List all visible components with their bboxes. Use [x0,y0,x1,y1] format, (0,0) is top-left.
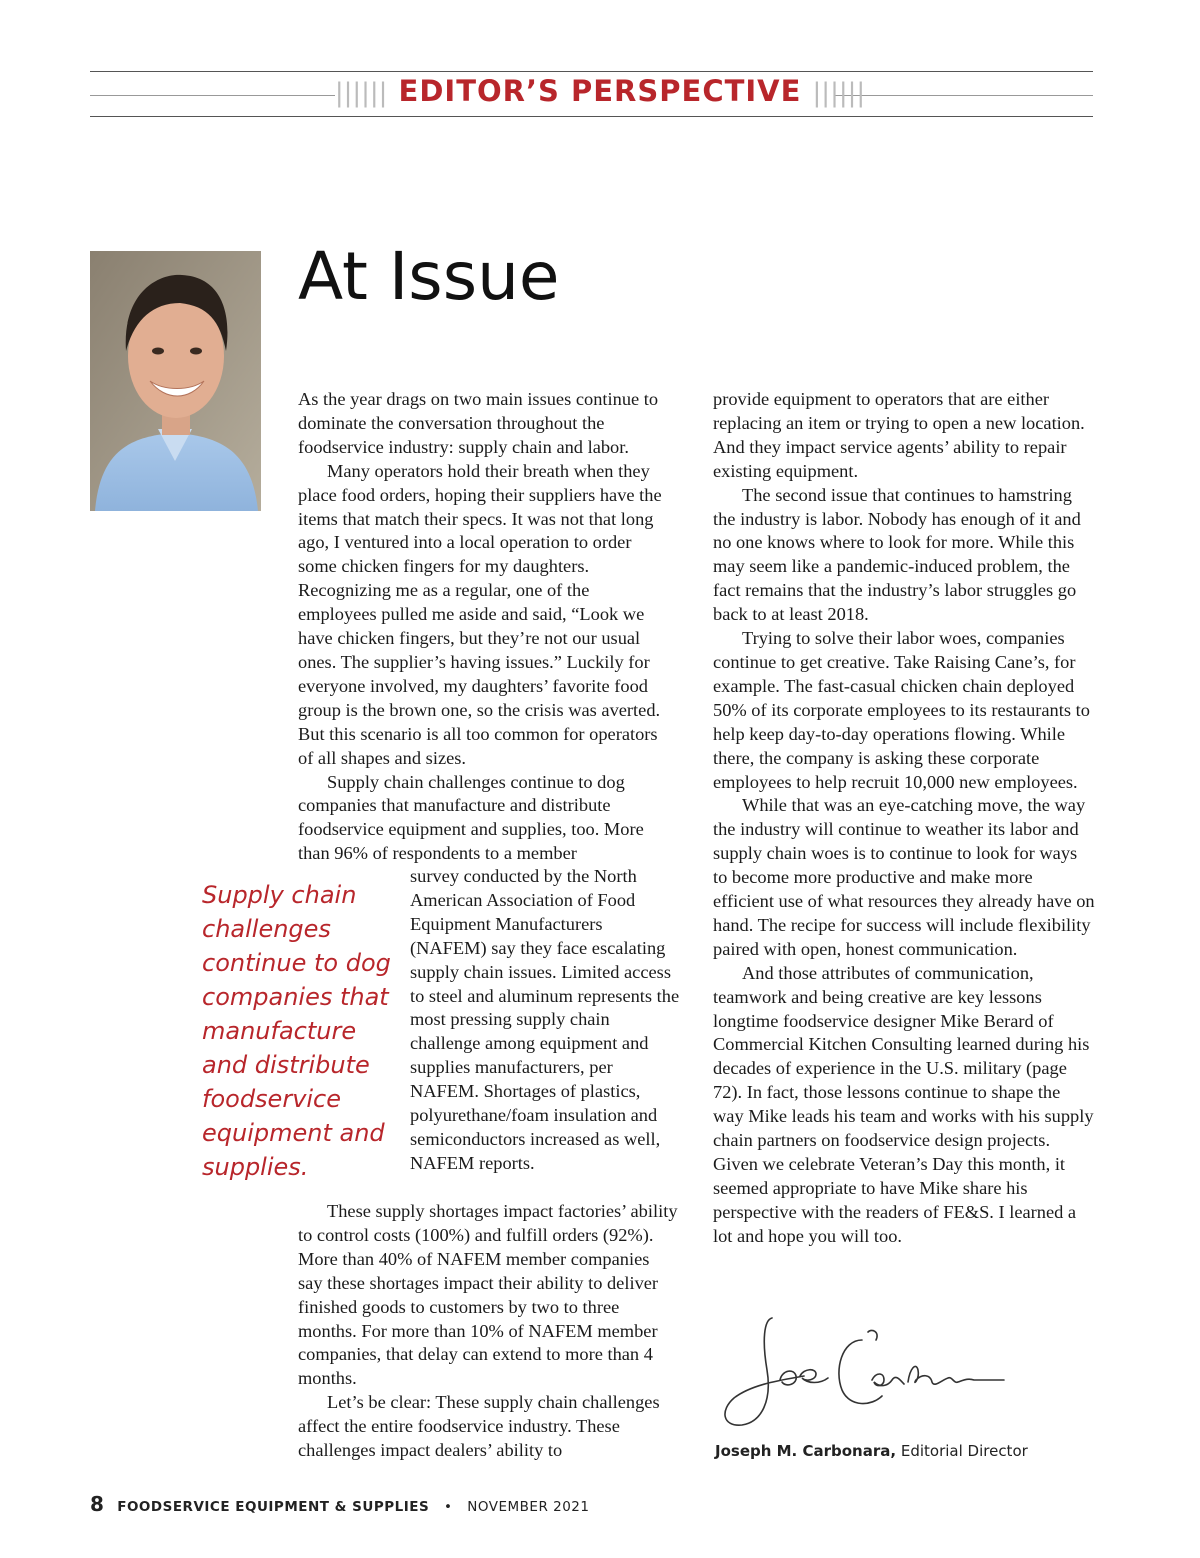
issue-date: NOVEMBER 2021 [467,1499,590,1515]
paragraph: The second issue that continues to hamstring the industry is labor. Nobody has enough of it and no one knows where to look for more. While this may seem like a pandemic-induced problem, the fact remains that the industry’s labor struggles go back to at least 2018. [713,484,1081,625]
heading-bars-left: |||||| [334,78,388,108]
column-1-middle [410,865,680,1176]
paragraph: provide equipment to operators that are either replacing an item or trying to open a new location. And they impact service agents’ ability to repair existing equipment. [713,389,1085,481]
paragraph: survey conducted by the North American Association of Food Equipment Manufacturers (NAFEM) say they face escalating supply chain issues. Limited access to steel and aluminum represents the most pressing supply chain challenge among equipment and supplies manufacturers, per NAFEM. Shortages of plastics, polyurethane/foam insulation and semiconductors increased as well, NAFEM reports. [410,866,680,1173]
bottom-header-rule [90,116,1093,117]
paragraph: These supply shortages impact factories’ ability to control costs (100%) and fulfill orders (92%). More than 40% of NAFEM member companies say these shortages impact their ability to deliver finished goods to customers by two to three months. For more than 10% of NAFEM member companies, that delay can extend to more than 4 months. [298,1201,678,1389]
column-1-top [298,388,666,866]
paragraph: As the year drags on two main issues continue to dominate the conversation throughout the foodservice industry: supply chain and labor. [298,389,659,457]
heading-bars-right: |||||| [812,78,866,108]
publication-name: FOODSERVICE EQUIPMENT & SUPPLIES [117,1499,430,1515]
top-rule [90,71,1093,72]
page-footer [90,1492,590,1516]
author-role: Editorial Director [900,1442,1028,1460]
paragraph: Let’s be clear: These supply chain challenges affect the entire foodservice industry. These challenges impact dealers’ ability to [298,1392,660,1461]
paragraph: While that was an eye-catching move, the way the industry will continue to weather its labor and supply chain woes is to continue to look for ways to become more productive and make more efficient use of what resources they already have on hand. The recipe for success will include flexibility paired with open, honest communication. [713,795,1095,959]
section-label: EDITOR’S PERSPECTIVE [398,74,802,108]
paragraph: Trying to solve their labor woes, companies continue to get creative. Take Raising Cane’s, for example. The fast-casual chicken chain deployed 50% of its corporate employees to its restaurants to help keep day-to-day operations flowing. While there, the company is asking these corporate employees to help recruit 10,000 new employees. [713,628,1090,792]
footer-separator: • [444,1499,453,1515]
paragraph: Supply chain challenges continue to dog companies that manufacture and distribute foodservice equipment and supplies, too. More than 96% of respondents to a member [298,771,644,864]
page-number: 8 [90,1492,105,1516]
section-heading [0,74,1200,108]
handwritten-signature [712,1310,1012,1435]
article-title: At Issue [298,238,560,315]
paragraph: Many operators hold their breath when they place food orders, hoping their suppliers have the items that match their specs. It was not that long ago, I ventured into a local operation to order some chicken fingers for my daughters. Recognizing me as a regular, one of the employees pulled me aside and said, “Look we have chicken fingers, but they’re not our usual ones. The supplier’s having issues.” Luckily for everyone involved, my daughters’ favorite food group is the brown one, so the crisis was averted. But this scenario is all too common for operators of all shapes and sizes. [298,460,662,768]
column-2 [713,388,1095,1249]
author-photo [90,251,261,511]
signature-caption [715,1442,1028,1460]
author-name: Joseph M. Carbonara, [715,1442,897,1460]
paragraph: And those attributes of communication, teamwork and being creative are key lessons longtime foodservice designer Mike Berard of Commercial Kitchen Consulting learned during his decades of experience in the U.S. military (page 72). In fact, those lessons continue to shape the way Mike leads his team and works with his supply chain partners on foodservice design projects. Given we celebrate Veteran’s Day this month, it seemed appropriate to have Mike share his perspective with the readers of FE&S. I learned a lot and hope you will too. [713,962,1094,1246]
pull-quote: Supply chain challenges continue to dog companies that manufacture and distribute foodservice equipment and supplies. [202,881,391,1181]
column-1-bottom [298,1200,678,1463]
